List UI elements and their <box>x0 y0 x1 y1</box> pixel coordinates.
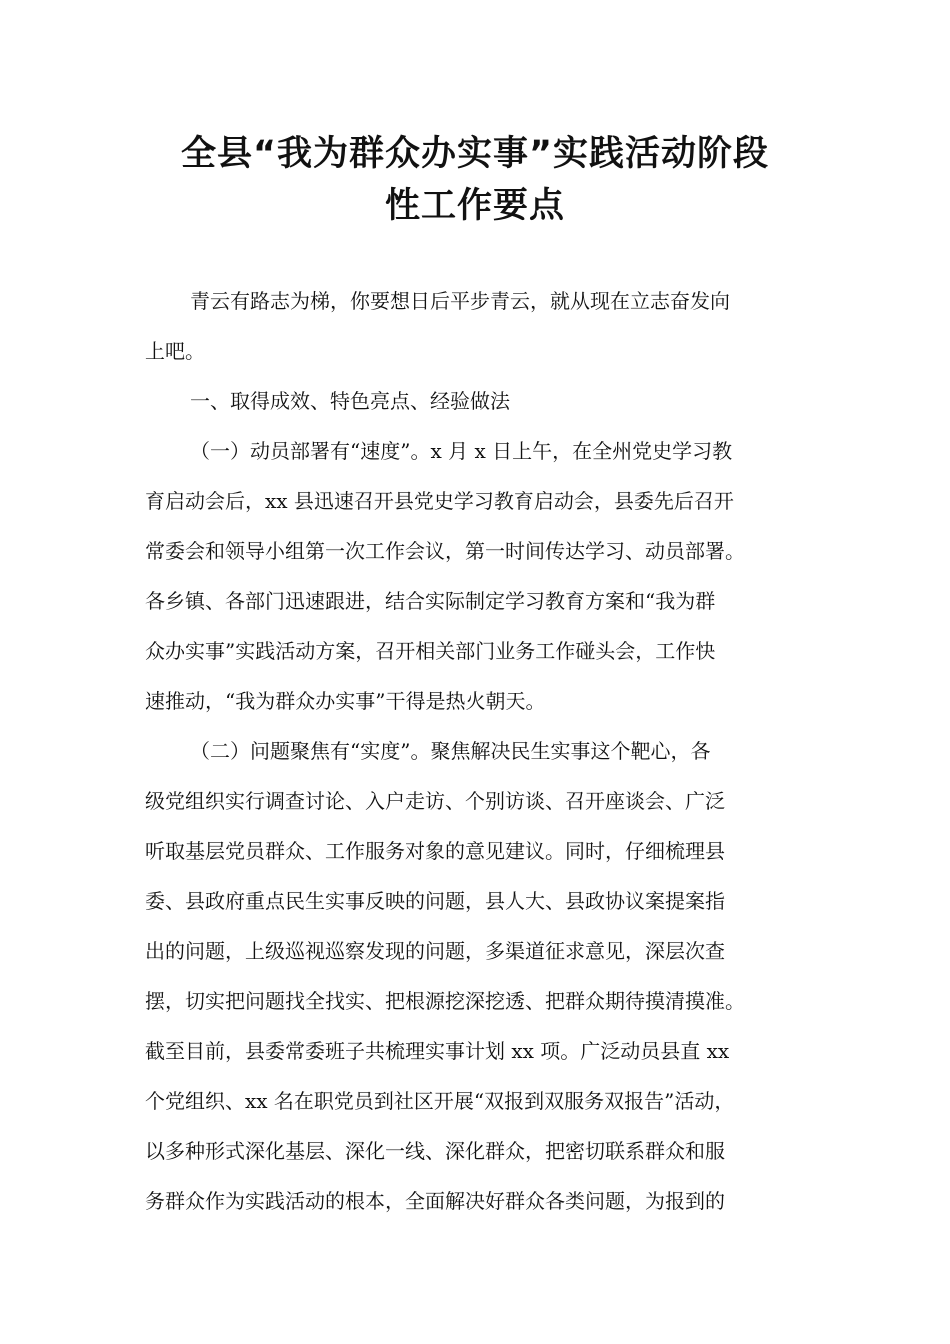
title-line-1: 全县“我为群众办实事”实践活动阶段 <box>180 134 769 174</box>
body-line: 众办实事”实践活动方案，召开相关部门业务工作碰头会，工作快 <box>145 639 716 663</box>
body-line: 摆，切实把问题找全找实、把根源挖深挖透、把群众期待摸清摸准。 <box>145 989 745 1013</box>
section-heading: 一、取得成效、特色亮点、经验做法 <box>190 389 510 413</box>
body-line: 级党组织实行调查讨论、入户走访、个别访谈、召开座谈会、广泛 <box>145 789 725 813</box>
body-line: 上吧。 <box>145 339 205 363</box>
body-line: 务群众作为实践活动的根本，全面解决好群众各类问题，为报到的 <box>145 1189 725 1213</box>
subsection-heading: （二）问题聚焦有“实度”。聚焦解决民生实事这个靶心，各 <box>190 739 711 763</box>
body-line: 速推动，“我为群众办实事”干得是热火朝天。 <box>145 689 546 713</box>
body-line: 个党组织、xx 名在职党员到社区开展“双报到双服务双报告”活动， <box>145 1089 735 1113</box>
body-line: 青云有路志为梯，你要想日后平步青云，就从现在立志奋发向 <box>190 289 730 313</box>
body-line: 常委会和领导小组第一次工作会议，第一时间传达学习、动员部署。 <box>145 539 745 563</box>
body-line: 以多种形式深化基层、深化一线、深化群众，把密切联系群众和服 <box>145 1139 725 1163</box>
body-line: 育启动会后，xx 县迅速召开县党史学习教育启动会，县委先后召开 <box>145 489 734 513</box>
body-line: 各乡镇、各部门迅速跟进，结合实际制定学习教育方案和“我为群 <box>145 589 716 613</box>
subsection-heading: （一）动员部署有“速度”。x 月 x 日上午，在全州党史学习教 <box>190 439 733 463</box>
document-title <box>100 128 850 232</box>
title-line-2: 性工作要点 <box>384 186 565 226</box>
body-line: 听取基层党员群众、工作服务对象的意见建议。同时，仔细梳理县 <box>145 839 725 863</box>
body-line: 截至目前，县委常委班子共梳理实事计划 xx 项。广泛动员县直 xx <box>145 1039 730 1063</box>
body-line: 出的问题，上级巡视巡察发现的问题，多渠道征求意见，深层次查 <box>145 939 725 963</box>
body-line: 委、县政府重点民生实事反映的问题，县人大、县政协议案提案指 <box>145 889 725 913</box>
